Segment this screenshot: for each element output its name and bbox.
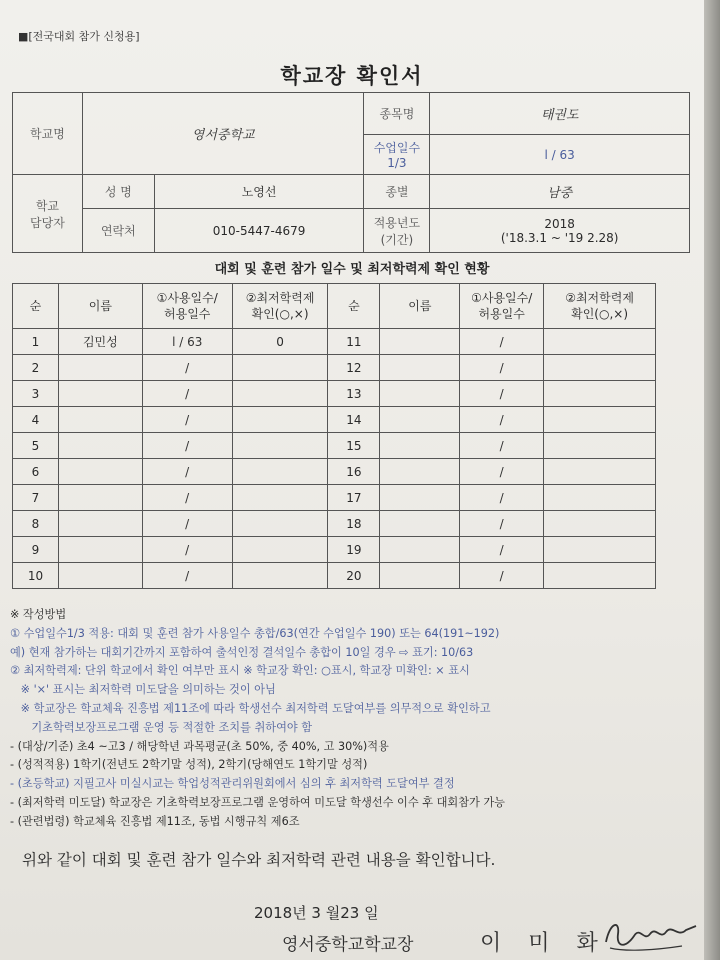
col-no-header-2: 순 bbox=[328, 284, 380, 329]
row-name-2 bbox=[380, 537, 460, 563]
row-days-2: / bbox=[460, 381, 544, 407]
row-no: 10 bbox=[13, 563, 59, 589]
row-min-2 bbox=[544, 537, 656, 563]
instruction-line: - (대상/기준) 초4 ~고3 / 해당학년 과목평균(초 50%, 중 40%, 고 30%)적용 bbox=[10, 739, 389, 753]
participation-table bbox=[12, 283, 656, 589]
row-min-2 bbox=[544, 563, 656, 589]
school-value: 영서중학교 bbox=[82, 93, 364, 175]
page-edge bbox=[704, 0, 720, 960]
row-name: 김민성 bbox=[58, 329, 142, 355]
row-name-2 bbox=[380, 407, 460, 433]
row-days-2: / bbox=[460, 563, 544, 589]
year-value bbox=[430, 209, 690, 253]
col-no-header: 순 bbox=[13, 284, 59, 329]
name-value: 노영선 bbox=[154, 175, 364, 209]
row-days-2: / bbox=[460, 355, 544, 381]
instruction-line: ※ '×' 표시는 최저학력 미도달을 의미하는 것이 아님 bbox=[10, 683, 276, 697]
table-row bbox=[13, 329, 656, 355]
principal-label: 영서중학교학교장 bbox=[282, 935, 414, 955]
row-no-2: 20 bbox=[328, 563, 380, 589]
row-min bbox=[232, 537, 328, 563]
row-min bbox=[232, 485, 328, 511]
row-days: / bbox=[142, 537, 232, 563]
row-no-2: 12 bbox=[328, 355, 380, 381]
row-days-2: / bbox=[460, 485, 544, 511]
row-no-2: 16 bbox=[328, 459, 380, 485]
year-value-line2: ('18.3.1 ~ '19 2.28) bbox=[500, 230, 619, 245]
row-days: l / 63 bbox=[142, 329, 232, 355]
row-min-2 bbox=[544, 511, 656, 537]
row-name-2 bbox=[380, 563, 460, 589]
row-no: 7 bbox=[13, 485, 59, 511]
manager-label bbox=[13, 175, 83, 253]
category-label: 종별 bbox=[364, 175, 430, 209]
row-name bbox=[58, 407, 142, 433]
row-no-2: 17 bbox=[328, 485, 380, 511]
row-name-2 bbox=[380, 355, 460, 381]
row-days: / bbox=[142, 355, 232, 381]
event-value: 태권도 bbox=[430, 93, 690, 135]
instruction-line: ※ 학교장은 학교체육 진흥법 제11조에 따라 학생선수 최저학력 도달여부를 의무적으로 확인하고 bbox=[10, 701, 491, 715]
row-min bbox=[232, 407, 328, 433]
col-days-header-line2: 허용일수 bbox=[164, 307, 211, 321]
row-min-2 bbox=[544, 433, 656, 459]
row-name-2 bbox=[380, 381, 460, 407]
row-days-2: / bbox=[460, 537, 544, 563]
row-days-2: / bbox=[460, 407, 544, 433]
row-no-2: 19 bbox=[328, 537, 380, 563]
row-min-2 bbox=[544, 459, 656, 485]
col-days-header bbox=[142, 284, 232, 329]
row-no-2: 15 bbox=[328, 433, 380, 459]
col-name-header: 이름 bbox=[58, 284, 142, 329]
category-value: 남중 bbox=[430, 175, 690, 209]
row-min-2 bbox=[544, 355, 656, 381]
row-days: / bbox=[142, 381, 232, 407]
row-name bbox=[58, 433, 142, 459]
row-min bbox=[232, 381, 328, 407]
row-min bbox=[232, 459, 328, 485]
instruction-line: 기초학력보장프로그램 운영 등 적절한 조치를 취하여야 함 bbox=[10, 720, 313, 734]
row-no: 9 bbox=[13, 537, 59, 563]
year-label-line1: 적용년도 bbox=[373, 215, 421, 230]
year-label-line2: (기간) bbox=[380, 232, 414, 247]
name-label: 성 명 bbox=[82, 175, 154, 209]
row-days: / bbox=[142, 511, 232, 537]
row-no: 1 bbox=[13, 329, 59, 355]
row-days-2: / bbox=[460, 433, 544, 459]
row-days: / bbox=[142, 459, 232, 485]
row-name bbox=[58, 381, 142, 407]
year-label bbox=[364, 209, 430, 253]
confirmation-statement: 위와 같이 대회 및 훈련 참가 일수와 최저학력 관련 내용을 확인합니다. bbox=[22, 851, 496, 869]
row-no: 3 bbox=[13, 381, 59, 407]
row-no-2: 14 bbox=[328, 407, 380, 433]
instruction-line: ② 최저학력제: 단위 학교에서 확인 여부만 표시 ※ 학교장 확인: ○표시, 학교장 미확인: × 표시 bbox=[10, 664, 470, 678]
row-no-2: 13 bbox=[328, 381, 380, 407]
row-days: / bbox=[142, 485, 232, 511]
col-days-header-2 bbox=[460, 284, 544, 329]
row-min bbox=[232, 511, 328, 537]
row-name bbox=[58, 485, 142, 511]
table-row bbox=[13, 485, 656, 511]
row-days-2: / bbox=[460, 511, 544, 537]
row-days: / bbox=[142, 563, 232, 589]
principal-signature bbox=[596, 912, 700, 956]
instruction-line: ① 수업일수1/3 적용: 대회 및 훈련 참가 사용일수 총합/63(연간 수업일수 190) 또는 64(191~192) bbox=[10, 626, 500, 640]
row-min: 0 bbox=[232, 329, 328, 355]
class-days-label-line2: 1/3 bbox=[387, 156, 407, 170]
instruction-line: - (최저학력 미도달) 학교장은 기초학력보장프로그램 운영하여 미도달 학생선수 이수 후 대회참가 가능 bbox=[10, 795, 505, 809]
col-min-header-2-line1: ②최저학력제 bbox=[565, 291, 634, 305]
table-row bbox=[13, 381, 656, 407]
section-title: 대회 및 훈련 참가 일수 및 최저학력제 확인 현황 bbox=[214, 262, 490, 277]
info-table bbox=[12, 92, 690, 253]
row-no: 5 bbox=[13, 433, 59, 459]
form-type-tag: ■[전국대회 참가 신청용] bbox=[18, 30, 140, 43]
row-name-2 bbox=[380, 329, 460, 355]
row-name bbox=[58, 563, 142, 589]
row-name bbox=[58, 355, 142, 381]
table-row bbox=[13, 563, 656, 589]
col-days-header-2-line1: ①사용일수/ bbox=[471, 291, 533, 305]
row-name bbox=[58, 459, 142, 485]
row-min-2 bbox=[544, 485, 656, 511]
col-min-header bbox=[232, 284, 328, 329]
row-days-2: / bbox=[460, 459, 544, 485]
class-days-label bbox=[364, 135, 430, 175]
row-no-2: 11 bbox=[328, 329, 380, 355]
instruction-line: - (초등학교) 지필고사 미실시교는 학업성적관리위원회에서 심의 후 최저학력 도달여부 결정 bbox=[10, 777, 455, 791]
table-header-row bbox=[13, 284, 656, 329]
col-days-header-line1: ①사용일수/ bbox=[156, 291, 218, 305]
event-label: 종목명 bbox=[364, 93, 430, 135]
row-name bbox=[58, 511, 142, 537]
document-title: 학교장 확인서 bbox=[280, 64, 424, 88]
instruction-line: - (관련법령) 학교체육 진흥법 제11조, 동법 시행규칙 제6조 bbox=[10, 814, 300, 828]
instruction-line: - (성적적용) 1학기(전년도 2학기말 성적), 2학기(당해연도 1학기말 성적) bbox=[10, 758, 368, 772]
col-name-header-2: 이름 bbox=[380, 284, 460, 329]
row-min-2 bbox=[544, 407, 656, 433]
row-min bbox=[232, 563, 328, 589]
row-days-2: / bbox=[460, 329, 544, 355]
row-days: / bbox=[142, 407, 232, 433]
row-no: 2 bbox=[13, 355, 59, 381]
principal-name: 이 미 화 bbox=[480, 931, 608, 956]
col-min-header-2-line2: 확인(○,×) bbox=[571, 307, 628, 321]
table-row bbox=[13, 537, 656, 563]
col-min-header-line1: ②최저학력제 bbox=[245, 291, 315, 305]
col-min-header-line2: 확인(○,×) bbox=[251, 307, 309, 321]
confirmation-date: 2018년 3 월23 일 bbox=[254, 904, 379, 922]
row-name-2 bbox=[380, 511, 460, 537]
row-name-2 bbox=[380, 433, 460, 459]
table-row bbox=[13, 433, 656, 459]
instructions bbox=[10, 606, 700, 832]
row-no: 6 bbox=[13, 459, 59, 485]
row-no-2: 18 bbox=[328, 511, 380, 537]
col-days-header-2-line2: 허용일수 bbox=[478, 307, 525, 321]
row-min-2 bbox=[544, 329, 656, 355]
row-min bbox=[232, 433, 328, 459]
col-min-header-2 bbox=[544, 284, 656, 329]
contact-label: 연락처 bbox=[82, 209, 154, 253]
contact-value: 010-5447-4679 bbox=[154, 209, 364, 253]
manager-label-line2: 담당자 bbox=[30, 215, 65, 230]
table-row bbox=[13, 355, 656, 381]
row-name-2 bbox=[380, 485, 460, 511]
row-no: 4 bbox=[13, 407, 59, 433]
row-name bbox=[58, 537, 142, 563]
manager-label-line1: 학교 bbox=[35, 198, 60, 213]
table-row bbox=[13, 407, 656, 433]
row-min-2 bbox=[544, 381, 656, 407]
instruction-line: 예) 현재 참가하는 대회기간까지 포함하여 출석인정 결석일수 총합이 10일 경우 ⇨ 표기: 10/63 bbox=[10, 645, 474, 659]
table-row bbox=[13, 511, 656, 537]
instruction-line: ※ 작성방법 bbox=[10, 608, 67, 621]
row-days: / bbox=[142, 433, 232, 459]
year-value-line1: 2018 bbox=[544, 216, 575, 231]
row-no: 8 bbox=[13, 511, 59, 537]
table-row bbox=[13, 459, 656, 485]
school-label: 학교명 bbox=[13, 93, 83, 175]
row-min bbox=[232, 355, 328, 381]
class-days-label-line1: 수업일수 bbox=[373, 141, 421, 155]
class-days-value: l / 63 bbox=[430, 135, 690, 175]
row-name-2 bbox=[380, 459, 460, 485]
